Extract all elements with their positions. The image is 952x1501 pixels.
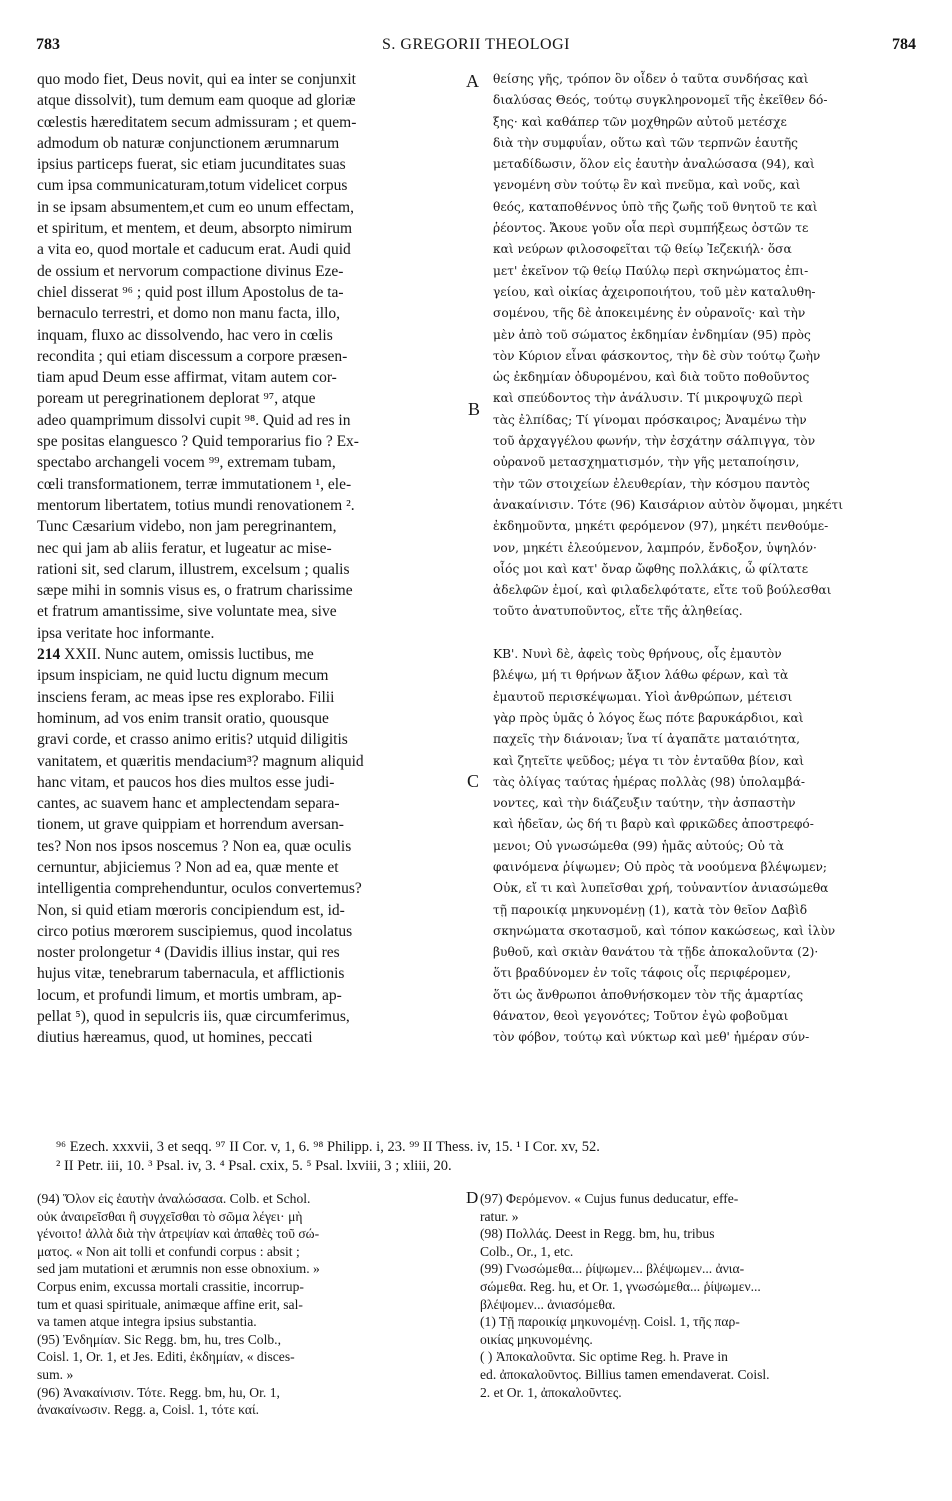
greek-text-line: διαλύσας Θεός, τούτῳ συγκληρονομεῖ τῆς ἐκεῖθεν δό- bbox=[493, 93, 828, 108]
latin-text-line: a vita eo, quod mortale et caducum erat. Audi quid bbox=[37, 241, 351, 259]
latin-text-line: chiel disserat ⁹⁶ ; quid post illum Apostolus de ta- bbox=[37, 283, 344, 301]
critical-note-line: (96) Ἀνακαίνισιν. Τότε. Regg. bm, hu, Or. 1, bbox=[37, 1384, 280, 1400]
latin-text-line: in se ipsam absumentem,et cum eo unum effectam, bbox=[37, 198, 354, 216]
critical-note-line: σώμεθα. Reg. hu, et Or. 1, γνωσώμεθα... ῥίψωμεν... bbox=[480, 1278, 761, 1294]
greek-text-line: ὡς ἐκδημίαν ὀδυρομένου, καὶ διὰ τοῦτο ποθοῦντος bbox=[493, 370, 810, 385]
greek-text-line: βυθοῦ, καὶ σκιὰν θανάτου τὰ τῇδε ἀποκαλοῦντα (2)· bbox=[493, 945, 819, 960]
greek-text-line: ὅτι βραδύνομεν ἐν τοῖς τάφοις οἷς περιφέρομεν, bbox=[493, 966, 791, 981]
latin-text-line: circo potius mœrorem suscipiemus, quod incolatus bbox=[37, 922, 353, 940]
critical-note-line: (95) Ἐνδημίαν. Sic Regg. bm, hu, tres Colb., bbox=[37, 1331, 281, 1347]
critical-note-line: (1) Τῇ παροικίᾳ μηκυνομένῃ. Coisl. 1, τῆς παρ- bbox=[480, 1314, 740, 1330]
running-header bbox=[36, 36, 916, 58]
critical-note-line: βλέψομεν... ἀνιασόμεθα. bbox=[480, 1296, 616, 1312]
latin-text-line: tes? Non nos ipsos noscemus ? Non ea, quæ oculis bbox=[37, 837, 352, 855]
greek-text-line: καὶ ζητεῖτε ψεῦδος; μέγα τι τὸν ἐνταῦθα βίον, καὶ bbox=[493, 753, 805, 768]
scripture-references bbox=[56, 1138, 926, 1176]
latin-text-line: diutius hæreamus, quod, ut homines, peccati bbox=[37, 1029, 313, 1047]
latin-text-line: cum ipsa communicaturam,totum videlicet corpus bbox=[37, 177, 348, 195]
latin-text-line: hanc vitam, et paucos hos dies multos esse judi- bbox=[37, 773, 335, 791]
greek-text-line: παχεῖς τὴν διάνοιαν; ἵνα τί ἀγαπᾶτε ματαιότητα, bbox=[493, 732, 800, 747]
greek-text-line: ΚΒ'. Νυνὶ δὲ, ἀφεὶς τοὺς θρήνους, οἷς ἐμαυτὸν bbox=[493, 647, 782, 662]
latin-text-line: pellat ⁵), quod in sepulcris iis, quæ circumferimus, bbox=[37, 1008, 350, 1026]
greek-text-line: ῥέοντος. Ἄκουε γοῦν οἷα περὶ συμπήξεως ὀστῶν τε bbox=[493, 221, 809, 236]
greek-text-line: γενομένη σὺν τούτῳ ἓν καὶ πνεῦμα, καὶ νοῦς, καὶ bbox=[493, 178, 801, 193]
latin-text-line: nec qui jam ab aliis feratur, et lugeatur ac mise- bbox=[37, 539, 332, 557]
footnote-ref-line: ² II Petr. iii, 10. ³ Psal. iv, 3. ⁴ Psal. cxix, 5. ⁵ Psal. lxviii, 3 ; xliii, 20. bbox=[56, 1158, 452, 1174]
greek-text-line: οὐρανοῦ μετασχηματισμόν, τὴν γῆς μεταποίησιν, bbox=[493, 455, 800, 470]
critical-note-line: Coisl. 1, Or. 1, et Jes. Editi, ἐκδημίαν, « disces- bbox=[37, 1349, 295, 1365]
latin-text-line: cœli transformationem, terræ immutationem ¹, ele- bbox=[37, 475, 352, 493]
latin-text-line: vanitatem, et quæritis mendacium³? magnum aliquid bbox=[37, 752, 364, 770]
latin-text-line: hujus vitæ, tenebrarum tabernacula, et afflictionis bbox=[37, 965, 345, 983]
latin-text-line: insciens feram, ac meas ipse res explorabo. Filii bbox=[37, 688, 335, 706]
critical-note-line: οὐκ ἀναιρεῖσθαι ἢ συγχεῖσθαι τὸ σῶμα λέγει· μὴ bbox=[37, 1208, 303, 1224]
greek-text-line: τῇ παροικίᾳ μηκυνομένῃ (1), κατὰ τὸν θεῖον Δαβὶδ bbox=[493, 902, 808, 917]
greek-text-line: θεός, καταποθέννος ὑπὸ τῆς ζωῆς τοῦ θνητοῦ τε καὶ bbox=[493, 199, 818, 214]
critical-note-line: va tamen atque integra ipsius substantia. bbox=[37, 1314, 257, 1330]
greek-text-line: θάνατον, θεοὶ γεγονότες; Τοῦτον ἐγὼ φοβοῦμαι bbox=[493, 1009, 789, 1024]
critical-note-line: (94) Ὅλον εἰς ἑαυτὴν ἀναλώσασα. Colb. et Schol. bbox=[37, 1191, 311, 1206]
margin-marker-a: A bbox=[466, 71, 479, 91]
latin-text-line: et fratrum amantissime, sive voluntate mea, sive bbox=[37, 603, 337, 621]
latin-text-line: recondita ; qui etiam discessum a corpore præsen- bbox=[37, 347, 348, 365]
latin-text-line: quo modo fiet, Deus novit, qui ea inter se conjunxit bbox=[37, 71, 356, 88]
page-number-left: 783 bbox=[36, 36, 60, 53]
greek-text-line: μὲν ἀπὸ τοῦ σώματος ἐκδημίαν ἐνδημίαν (95) πρὸς bbox=[493, 327, 811, 342]
latin-text-line: spectabo archangeli vocem ⁹⁹, extremam tubam, bbox=[37, 454, 336, 472]
greek-text-line: σκηνώματα σκοτασμοῦ, καὶ τόπον κακώσεως, καὶ ἰλὺν bbox=[493, 923, 836, 938]
critical-note-line: (98) Πολλάς. Deest in Regg. bm, hu, tribus bbox=[480, 1226, 715, 1242]
critical-note-line: ( ) Ἀποκαλοῦντα. Sic optime Reg. h. Prave in bbox=[480, 1349, 728, 1365]
critical-note-line: tum et quasi spirituale, animæque affine erit, sal- bbox=[37, 1296, 303, 1312]
latin-column bbox=[37, 69, 457, 1049]
critical-note-line: ratur. » bbox=[480, 1208, 519, 1224]
greek-text-line: ἀδελφῶν ἐμοί, καὶ φιλαδελφότατε, εἴτε τοῦ βούλεσθαι bbox=[493, 583, 832, 598]
latin-text-line: atque dissolvit), tum demum eam quoque ad gloriæ bbox=[37, 92, 356, 110]
critical-note-line: sed jam mutationi et ærumnis non esse obnoxium. » bbox=[37, 1261, 320, 1277]
greek-text-line: γείου, καὶ οἰκίας ἀχειροποιήτου, τοῦ μὲν καταλυθη- bbox=[493, 284, 816, 299]
latin-text-line: sæpe mihi in somnis visus es, o fratrum charissime bbox=[37, 582, 353, 600]
latin-text-line: gravi corde, et crasso animo eritis? utquid diligitis bbox=[37, 731, 348, 749]
latin-text-line: ipsius particeps fuerat, sic etiam jucunditates suas bbox=[37, 156, 346, 174]
latin-text-line: intelligentia comprehenduntur, oculos convertemus? bbox=[37, 880, 362, 898]
latin-text-line: tionem, ut grave quippiam et horrendum aversan- bbox=[37, 816, 344, 834]
critical-note-line: Corpus enim, excussa mortali crassitie, incorrup- bbox=[37, 1278, 304, 1294]
critical-note-line: Colb., Or., 1, etc. bbox=[480, 1243, 574, 1259]
greek-text-line: ἐμαυτοῦ περισκέψωμαι. Υἱοὶ ἀνθρώπων, μέτεισι bbox=[493, 689, 793, 704]
greek-text-line: μενοι; Οὐ γνωσώμεθα (99) ἡμᾶς αὐτούς; Οὐ τὰ bbox=[493, 838, 784, 853]
page-number-right: 784 bbox=[892, 36, 916, 53]
latin-text-line: hominum, ad vos enim transit oratio, quousque bbox=[37, 709, 329, 727]
critical-note-line: sum. » bbox=[37, 1366, 74, 1382]
greek-text-line: νοντες, καὶ τὴν διάζευξιν ταύτην, τὴν ἀσπαστὴν bbox=[493, 796, 796, 811]
latin-text-line: spe positas elanguesco ? Quid temporarius fio ? Ex- bbox=[37, 433, 359, 451]
latin-text-line: mentorum libertatem, totius mundi renovationem ². bbox=[37, 496, 355, 514]
latin-text-line: et spiritum, et mentem, et deum, absorpto nimirum bbox=[37, 220, 353, 238]
greek-text-line: τὴν τῶν στοιχείων ἐλευθερίαν, τὴν κόσμου παντὸς bbox=[493, 476, 810, 491]
latin-text-line: ipsa veritate hoc informante. bbox=[37, 624, 215, 642]
greek-column bbox=[493, 69, 915, 1049]
critical-note-line: ed. ἀποκαλοῦντος. Billius tamen emendaverat. Coisl. bbox=[480, 1366, 770, 1382]
greek-text-line: μετ' ἐκεῖνον τῷ θείῳ Παύλῳ περὶ σκηνώματος ἐπι- bbox=[493, 263, 809, 278]
latin-text-line: poream ut peregrinationem deplorat ⁹⁷, atque bbox=[37, 390, 316, 408]
greek-text-line: θείσης γῆς, τρόπον ὃν οἶδεν ὁ ταῦτα συνδήσας καὶ bbox=[493, 72, 809, 86]
critical-note-line: (97) Φερόμενον. « Cujus funus deducatur, effe- bbox=[480, 1191, 739, 1206]
greek-text-line: ὅτι ὡς ἄνθρωποι ἀποθνήσκομεν τὸν τῆς ἁμαρτίας bbox=[493, 987, 804, 1002]
latin-text-line: noster prolongetur ⁴ (Davidis illius instar, qui res bbox=[37, 944, 340, 962]
greek-text-line: τὸν Κύριον εἶναι φάσκοντος, τὴν δὲ σὺν τούτῳ ζωὴν bbox=[493, 348, 821, 363]
greek-text-line: Οὐκ, εἴ τι καὶ λυπεῖσθαι χρή, τοὐναντίον ἀνιασώμεθα bbox=[493, 881, 829, 896]
greek-text-line: τὰς ἐλπίδας; Τί γίνομαι πρόσκαιρος; Ἀναμένω τὴν bbox=[493, 412, 807, 427]
latin-text-line: adeo quamprimum dissolvi cupit ⁹⁸. Quid ad res in bbox=[37, 411, 351, 429]
critical-note-line: οικίας μηκυνομένης. bbox=[480, 1331, 593, 1347]
greek-text-line: τὰς ὀλίγας ταύτας ἡμέρας πολλὰς (98) ὑπολαμβά- bbox=[493, 774, 806, 789]
greek-text-line: μεταδίδωσιν, ὅλον εἰς ἑαυτὴν ἀναλώσασα (94), καὶ bbox=[493, 157, 815, 172]
greek-text-line: οἷός μοι καὶ κατ' ὄναρ ὤφθης πολλάκις, ὦ φίλτατε bbox=[493, 561, 809, 576]
critical-note-line: 2. et Or. 1, ἀποκαλοῦντες. bbox=[480, 1384, 622, 1400]
greek-text-line: τοῦ ἀρχαγγέλου φωνήν, τὴν ἐσχάτην σάλπιγγα, τὸν bbox=[493, 434, 816, 449]
margin-marker-b: B bbox=[468, 399, 481, 419]
margin-marker-d: D bbox=[466, 1188, 479, 1207]
latin-text-line: de ossium et nervorum compactione divinus Eze- bbox=[37, 262, 344, 280]
latin-text-line: ipsum inspiciam, ne quid luctu dignum mecum bbox=[37, 667, 329, 685]
greek-text-line: τὸν φόβον, τούτῳ καὶ νύκτωρ καὶ μεθ' ἡμέραν σύν- bbox=[493, 1030, 810, 1045]
greek-text-line: καὶ ἡδεῖαν, ὡς δή τι βαρὺ καὶ φρικῶδες ἀποστρεφό- bbox=[493, 817, 814, 832]
greek-text-line bbox=[493, 623, 915, 644]
critical-note-line: (99) Γνωσώμεθα... ῥίψωμεν... βλέψωμεν... ἀνια- bbox=[480, 1261, 745, 1277]
latin-text-line: locum, et profundi limum, et mortis umbram, ap- bbox=[37, 986, 342, 1004]
critical-note-line: ματος. « Non ait tolli et confundi corpus : absit ; bbox=[37, 1243, 300, 1259]
latin-text-line: Tunc Cæsarium videbo, non jam peregrinantem, bbox=[37, 518, 337, 536]
latin-text-line: tiam apud Deum esse affirmat, vitam autem cor- bbox=[37, 369, 337, 387]
greek-text-line: τοῦτο ἀνατυποῦντος, εἴτε τῆς ἀληθείας. bbox=[493, 604, 743, 619]
greek-text-line: βλέψω, μή τι θρήνων ἄξιον λάθω φέρων, καὶ τὰ bbox=[493, 668, 789, 683]
latin-text-line: inquam, fluxo ac dissolvendo, hac vero in cœlis bbox=[37, 326, 333, 344]
latin-text-line: admodum ob naturæ conjunctionem ærumnarum bbox=[37, 134, 340, 152]
latin-text-line: cœlestis hæreditatem secum admissuram ; et quem- bbox=[37, 113, 357, 131]
margin-marker-c: C bbox=[467, 771, 480, 791]
latin-text-line: cantes, ac suavem hanc et amplectendam separa- bbox=[37, 795, 340, 813]
notes-left-column bbox=[37, 1190, 457, 1419]
critical-note-line: ἀνακαίνωσιν. Regg. a, Coisl. 1, τότε καί. bbox=[37, 1402, 260, 1418]
notes-right-column bbox=[480, 1190, 920, 1401]
critical-note-line: γένοιτο! ἀλλὰ διὰ τὴν ἀτρεψίαν καὶ ἀπαθὲς τοῦ σώ- bbox=[37, 1226, 320, 1242]
greek-text-line: ξης· καὶ καθάπερ τῶν μοχθηρῶν αὐτοῦ μετέσχε bbox=[493, 114, 787, 129]
latin-text-line: cernuntur, abjiciemus ? Non ad ea, quæ mente et bbox=[37, 858, 339, 876]
footnote-ref-line: ⁹⁶ Ezech. xxxvii, 3 et seqq. ⁹⁷ II Cor. v, 1, 6. ⁹⁸ Philipp. i, 23. ⁹⁹ II Thess. iv, 15. ¹ I Cor. xv, 52. bbox=[56, 1139, 600, 1155]
greek-text-line: ἐκδημοῦντα, μηκέτι φερόμενον (97), μηκέτι πενθούμε- bbox=[493, 519, 829, 534]
greek-text-line: ἀνακαίνισιν. Τότε (96) Καισάριον αὐτὸν ὄψομαι, μηκέτι bbox=[493, 497, 844, 512]
greek-text-line: σομένου, τῆς δὲ ἀποκειμένης ἐν οὐρανοῖς· καὶ τὴν bbox=[493, 306, 806, 321]
latin-text-line: bernaculo terrestri, et domo non manu facta, illo, bbox=[37, 305, 341, 323]
greek-text-line: νον, μηκέτι ἐλεούμενον, λαμπρόν, ἔνδοξον, ὑψηλόν· bbox=[493, 540, 817, 555]
greek-text-line: φαινόμενα ῥίψωμεν; Οὐ πρὸς τὰ νοούμενα βλέψωμεν; bbox=[493, 859, 828, 874]
latin-text-line: rationi sit, sed clarum, illustrem, excelsum ; qualis bbox=[37, 560, 350, 578]
latin-text-line: Non, si quid etiam mœroris concipiendum est, id- bbox=[37, 901, 345, 919]
running-title: S. GREGORII THEOLOGI bbox=[382, 36, 570, 53]
greek-text-line: γὰρ πρὸς ὑμᾶς ὁ λόγος ἕως πότε βαρυκάρδιοι, καὶ bbox=[493, 710, 804, 725]
greek-text-line: διὰ τὴν συμφυΐαν, οὕτω καὶ τῶν τερπνῶν ἑαυτῆς bbox=[493, 135, 798, 150]
latin-text-line: 214 XXII. Nunc autem, omissis luctibus, me bbox=[37, 646, 314, 664]
greek-text-line: καὶ νεύρων φιλοσοφεῖται τῷ θείῳ Ἰεζεκιήλ· ὅσα bbox=[493, 242, 792, 257]
section-number: 214 bbox=[37, 646, 61, 664]
greek-text-line: καὶ σπεύδοντος τὴν ἀνάλυσιν. Τί μικροψυχῶ περὶ bbox=[493, 391, 804, 406]
